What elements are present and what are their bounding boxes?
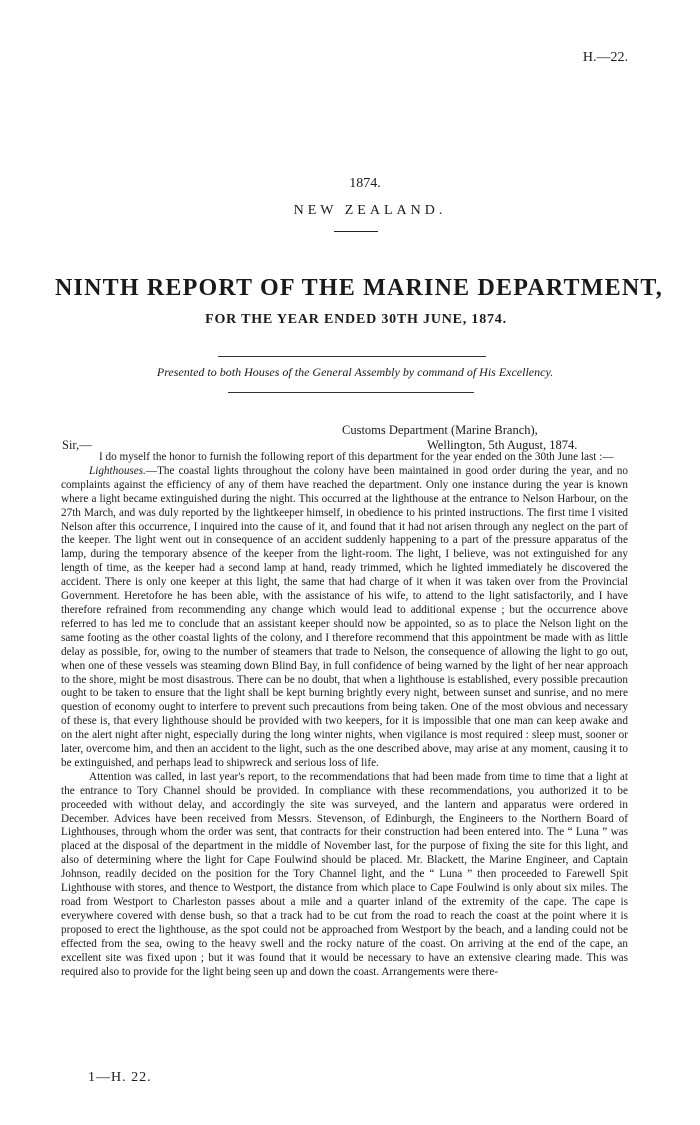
letter-date: Wellington, 5th August, 1874. (427, 438, 578, 452)
country-heading: NEW ZEALAND. (293, 203, 447, 218)
report-body (61, 451, 628, 979)
presented-note: Presented to both Houses of the General Assembly by command of His Excellency. (156, 365, 554, 379)
intro-paragraph: I do myself the honor to furnish the following report of this department for the year ended on the 30th June last :— (99, 451, 614, 463)
paragraph-text: —The coastal lights throughout the colony have been maintained in good order during the year, and no complaints against the efficiency of any of them have reached the department. Only one instance during the year is known where a light became extinguished during the night. This occurred at the lighthouse at the entrance to Nelson Harbour, on the 27th March, and was duly reported by the lightkeeper himself, in obedience to his printed instructions. The first time I visited Nelson after this occurrence, I inquired into the cause of it, and found that it had not arisen through any neglect on the part of the keeper. The light went out in consequence of an accident suddenly happening to a part of the pressure apparatus of the lamp, during the temporary absence of the keeper from the light-room. The light, I believe, was not extinguished for any length of time, as the keeper had a second lamp at hand, ready trimmed, which he lighted immediately he discovered the accident. There is only one keeper at this light, the same that had charge of it when it was taken over from the Provincial Government. Heretofore he has been able, with the assistance of his wife, to attend to the light satisfactorily, and I have therefore refrained from recommending any change which would lead to additional expense ; but the occurrence above referred to has led me to conclude that an assistant keeper should now be appointed, so as to place the Nelson light on the same footing as the other coastal lights of the colony, and I therefore recommend that this appointment be made with as little delay as possible, for, owing to the number of steamers that trade to Nelson, the consequence of allowing the light to go out, when one of these vessels was steaming down Blind Bay, in full confidence of being warned by the light of her near approach to the shore, might be most disastrous. There can be no doubt, that when a lighthouse is established, every possible precaution ought to be taken to ensure that the light shall be kept burning brightly every night, between sunset and sunrise, and no mere question of economy ought to interfere to prevent such precautions from being taken. One of the most obvious and necessary of these is, that every lighthouse should be provided with two keepers, for it is impossible that one man can keep awake and on the alert night after night, especially during the long winter nights, when vigilance is most required : sleep must, sooner or later, overcome him, and then an accident to the light, such as the one described above, may arise at any moment, causing it to be extinguished, and perhaps lead to shipwreck and serious loss of life. (61, 464, 628, 769)
letter-salutation: Sir,— (62, 438, 92, 452)
heading-rule (334, 231, 378, 232)
divider-rule (228, 392, 474, 393)
document-year: 1874. (349, 176, 381, 191)
tory-channel-paragraph: Attention was called, in last year's report, to the recommendations that had been made from time to time that a light at the entrance to Tory Channel should be provided. In compliance with these recommendations, you authorized it to be proceeded with without delay, and accordingly the site was surveyed, and the lantern and apparatus were ordered in December. Advices have been received from Messrs. Stevenson, of Edinburgh, the Engineers to the Northern Board of Lighthouses, through whom the order was sent, that contracts for their construction had been entered into. The “ Luna ” was placed at the disposal of the department in the middle of November last, for the purpose of fixing the site for this light, and also of determining where the light for Cape Foulwind should be placed. Mr. Blackett, the Marine Engineer, and Captain Johnson, readily decided on the position for the Tory Channel light, and the “ Luna ” then proceeded to Farewell Spit Lighthouse with stores, and thence to Westport, the distance from which place to Cape Foulwind is only about six miles. The road from Westport to Charleston passes about a mile and a quarter inland of the extremity of the cape. The cape is everywhere covered with dense bush, so that a track had to be cut from the road to reach the coast at the point where it is proposed to erect the lighthouse, as the spot could not be approached from Westport by the beach, and a landing could not be effected from the sea, owing to the heavy swell and the rocky nature of the coast. On arriving at the end of the cape, an excellent site was fixed upon ; but it was found that it would be necessary to have an extensive clearing made. This was required also to provide for the light being seen up and down the coast. Arrangements were there- (61, 770, 628, 978)
report-title: NINTH REPORT OF THE MARINE DEPARTMENT, (55, 275, 663, 301)
page-signature: 1—H. 22. (88, 1070, 152, 1085)
page-reference: H.—22. (582, 50, 628, 65)
divider-rule (218, 356, 486, 357)
report-subtitle: FOR THE YEAR ENDED 30TH JUNE, 1874. (205, 312, 507, 327)
lighthouses-paragraph (61, 465, 628, 771)
section-heading: Lighthouses. (89, 464, 146, 477)
letter-office: Customs Department (Marine Branch), (342, 423, 538, 437)
